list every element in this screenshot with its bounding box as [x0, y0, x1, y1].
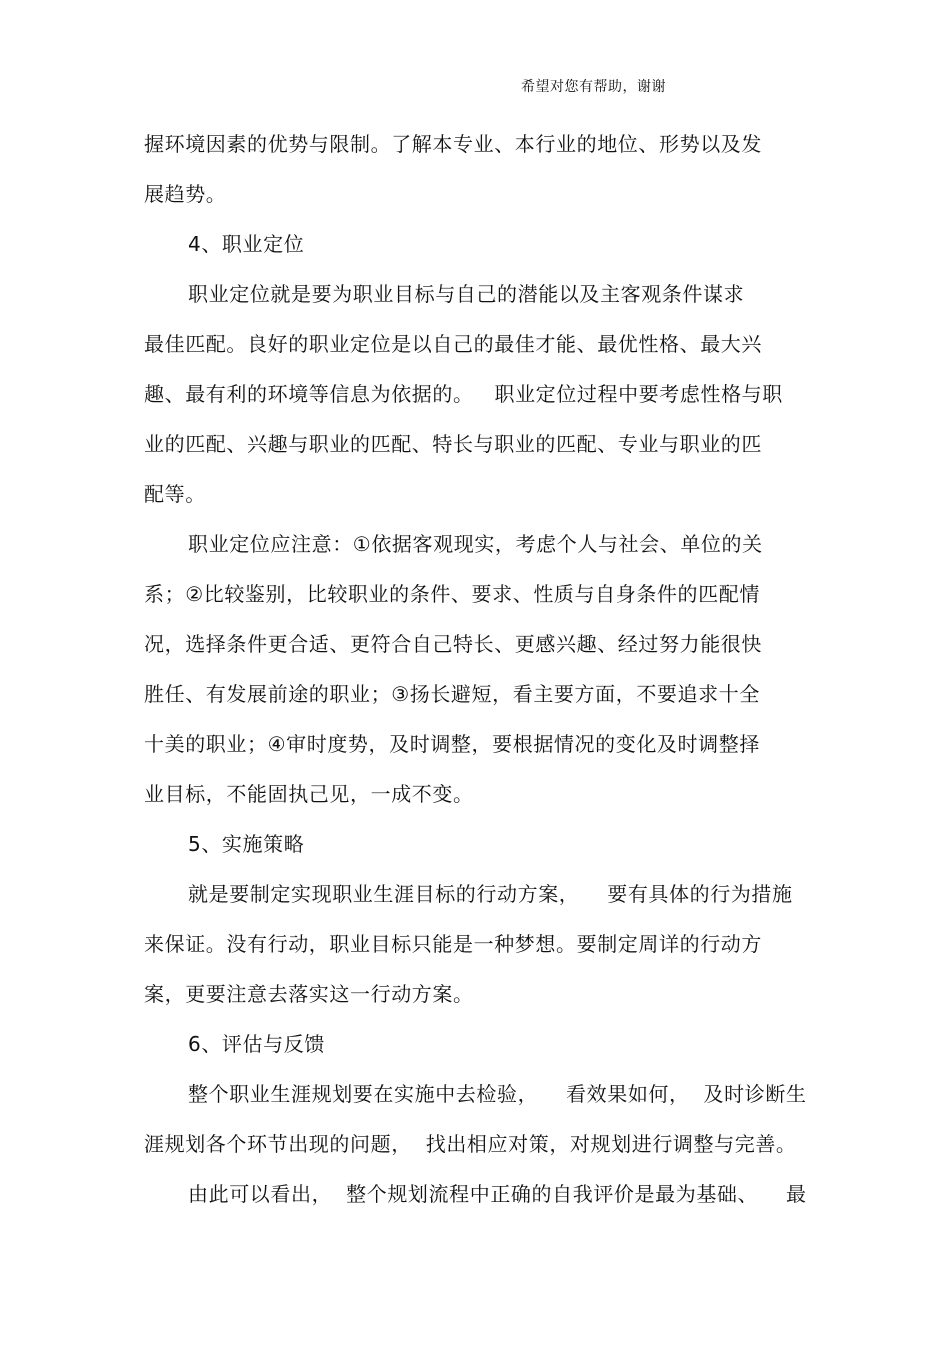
section-heading: 6、评估与反馈: [188, 1032, 325, 1056]
body-line: 业的匹配、兴趣与职业的匹配、特长与职业的匹配、专业与职业的匹: [144, 432, 762, 456]
body-line: 来保证。没有行动，职业目标只能是一种梦想。要制定周详的行动方: [144, 932, 762, 956]
body-line: 由此可以看出， 整个规划流程中正确的自我评价是最为基础、 最: [188, 1182, 807, 1206]
body-line: 配等。: [144, 482, 206, 506]
body-line: 握环境因素的优势与限制。了解本专业、本行业的地位、形势以及发: [144, 132, 762, 156]
body-line: 职业定位就是要为职业目标与自己的潜能以及主客观条件谋求: [188, 282, 745, 306]
body-line: 就是要制定实现职业生涯目标的行动方案， 要有具体的行为措施: [188, 882, 793, 906]
body-line: 十美的职业；④审时度势，及时调整，要根据情况的变化及时调整择: [144, 732, 760, 756]
body-line: 展趋势。: [144, 182, 227, 206]
body-line: 业目标，不能固执己见，一成不变。: [144, 782, 474, 806]
body-line: 趣、最有利的环境等信息为依据的。 职业定位过程中要考虑性格与职: [144, 382, 783, 406]
section-heading: 4、职业定位: [188, 232, 305, 256]
body-line: 胜任、有发展前途的职业；③扬长避短，看主要方面，不要追求十全: [144, 682, 760, 706]
body-line: 职业定位应注意：①依据客观现实，考虑个人与社会、单位的关: [188, 532, 763, 556]
section-heading: 5、实施策略: [188, 832, 305, 856]
body-line: 涯规划各个环节出现的问题， 找出相应对策，对规划进行调整与完善。: [144, 1132, 797, 1156]
body-line: 整个职业生涯规划要在实施中去检验， 看效果如何， 及时诊断生: [188, 1082, 807, 1106]
body-line: 系；②比较鉴别，比较职业的条件、要求、性质与自身条件的匹配情: [144, 582, 760, 606]
body-line: 最佳匹配。良好的职业定位是以自己的最佳才能、最优性格、最大兴: [144, 332, 762, 356]
body-line: 案，更要注意去落实这一行动方案。: [144, 982, 474, 1006]
page-header: 希望对您有帮助，谢谢: [521, 79, 666, 95]
body-line: 况，选择条件更合适、更符合自己特长、更感兴趣、经过努力能很快: [144, 632, 762, 656]
